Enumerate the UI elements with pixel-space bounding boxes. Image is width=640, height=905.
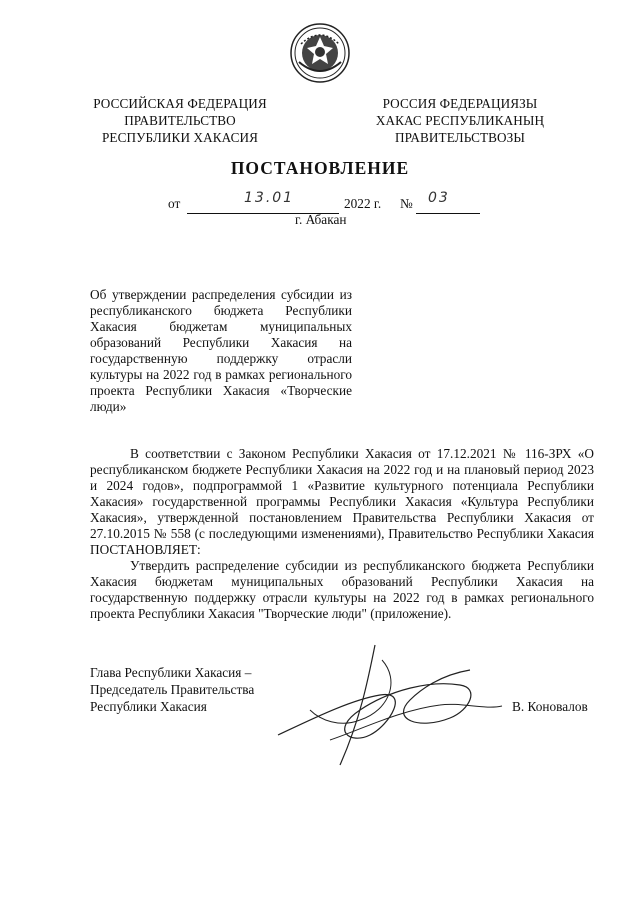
header-left-line: ПРАВИТЕЛЬСТВО [124, 113, 236, 128]
from-label: от [168, 196, 181, 211]
header-right-line: ХАКАС РЕСПУБЛИКАНЫҢ [375, 113, 545, 128]
header-right-line: ПРАВИТЕЛЬСТВОЗЫ [395, 130, 525, 145]
header-right-block [360, 95, 560, 146]
signer-position [90, 664, 254, 715]
body-paragraph-1 [90, 446, 594, 558]
body-paragraph-2 [90, 558, 594, 622]
handwritten-signature [270, 640, 510, 770]
city-label: г. Абакан [295, 212, 347, 227]
header-right-line: РОССИЯ ФЕДЕРАЦИЯЗЫ [382, 96, 538, 111]
number-handwritten: 03 [428, 190, 450, 206]
signer-position-line: Глава Республики Хакасия – [90, 665, 252, 680]
header-left-block [80, 95, 280, 146]
coat-of-arms-emblem [289, 22, 351, 84]
header-left-line: РЕСПУБЛИКИ ХАКАСИЯ [102, 130, 258, 145]
number-label: № [400, 196, 413, 211]
date-handwritten: 13.01 [244, 190, 295, 206]
signer-name: В. Коновалов [512, 699, 588, 714]
document-subject: Об утверждении распределения субсидии из республиканского бюджета Республики Хакасия бюджетам муниципальных образований Республики Хакасия на государственную поддержку отрасли культуры на 2022 год в рамках регионального проекта Республики Хакасия «Творческие люди» [90, 287, 352, 414]
body-paragraph-2-text: Утвердить распределение субсидии из республиканского бюджета Республики Хакасия бюджетам муниципальных образований Республики Хакасия на государственную поддержку отрасли культуры на 2022 год в рамках регионального проекта Республики Хакасия "Творческие люди" (приложение). [90, 558, 594, 621]
year-label: 2022 г. [344, 196, 382, 211]
signer-position-line: Республики Хакасия [90, 699, 207, 714]
header-left-line: РОССИЙСКАЯ ФЕДЕРАЦИЯ [93, 96, 267, 111]
body-paragraph-1-text: В соответствии с Законом Республики Хакасия от 17.12.2021 № 116-ЗРХ «О республиканском бюджете Республики Хакасия на 2022 год и на плановый период 2023 и 2024 годов», подпрограммой 1 «Развитие культурного потенциала Республики Хакасия» государственной программы Республики Хакасия «Культура Республики Хакасия», утвержденной постановлением Правительства Республики Хакасия от 27.10.2015 № 558 (с последующими изменениями), Правительство Республики Хакасия ПОСТАНОВЛЯЕТ: [90, 446, 594, 557]
signer-position-line: Председатель Правительства [90, 682, 255, 697]
document-title: ПОСТАНОВЛЕНИЕ [230, 158, 410, 178]
